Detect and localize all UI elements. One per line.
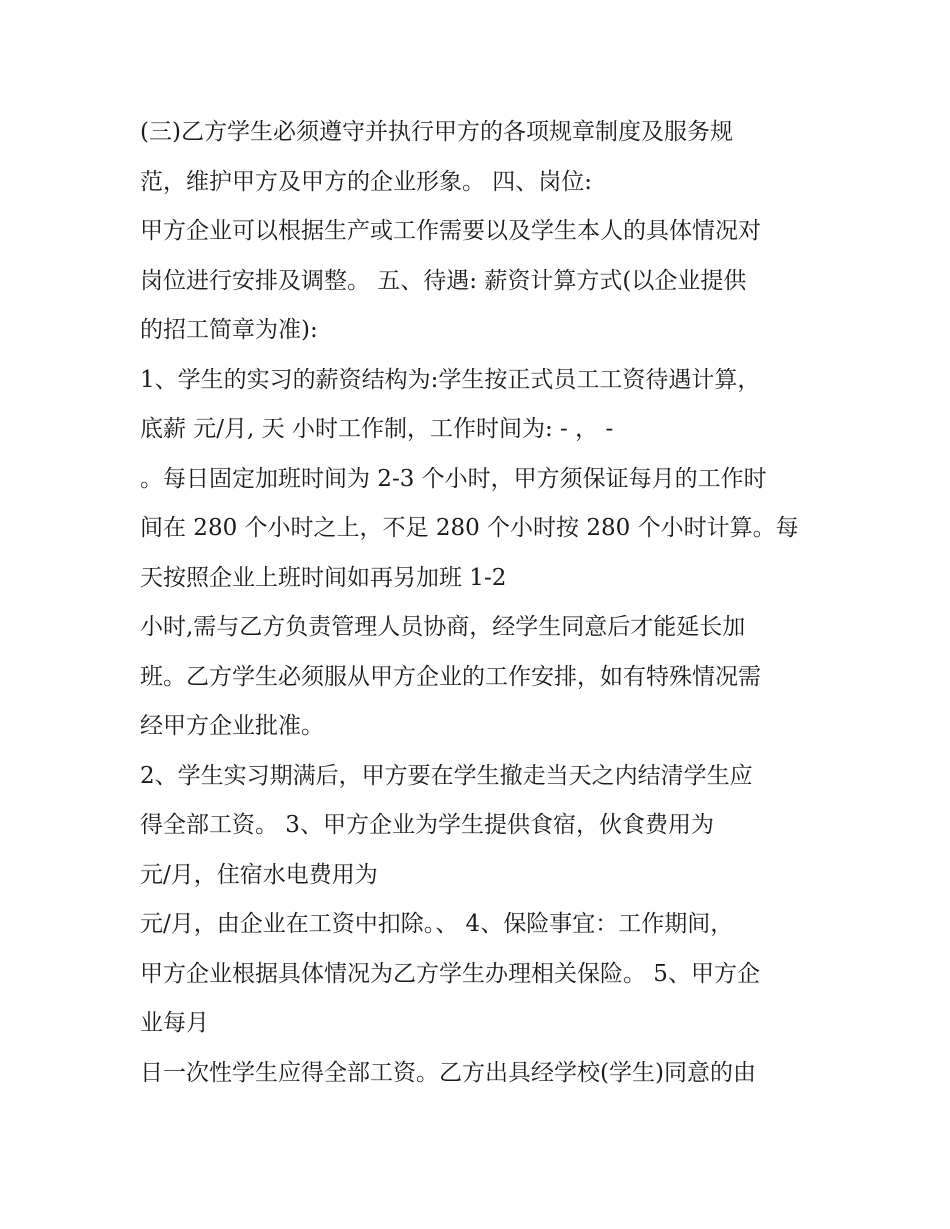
text-line: 元/月，住宿水电费用为 (140, 861, 378, 888)
document-body (140, 108, 830, 1098)
text-line: 得全部工资。 3、甲方企业为学生提供食宿，伙食费用为 (140, 812, 714, 838)
text-line: 元/月，由企业在工资中扣除。、 4、保险事宜：工作期间， (140, 911, 734, 937)
text-line: 经甲方企业批准。 (140, 713, 324, 739)
text-line: 。每日固定加班时间为 2-3 个小时，甲方须保证每月的工作时 (140, 465, 767, 492)
text-line: 范，维护甲方及甲方的企业形象。 四、岗位: (140, 168, 593, 195)
text-line: 日一次性学生应得全部工资。乙方出具经学校(学生)同意的由 (140, 1059, 756, 1086)
text-line: 班。乙方学生必须服从甲方企业的工作安排，如有特殊情况需 (140, 663, 761, 690)
text-line: 岗位进行安排及调整。 五、待遇: 薪资计算方式(以企业提供 (140, 267, 747, 294)
text-line: 甲方企业可以根据生产或工作需要以及学生本人的具体情况对 (140, 218, 761, 244)
text-line: 小时,需与乙方负责管理人员协商，经学生同意后才能延长加 (140, 614, 746, 640)
text-line: 间在 280 个小时之上，不足 280 个小时按 280 个小时计算。每 (140, 515, 799, 541)
text-line: 1、学生的实习的薪资结构为:学生按正式员工工资待遇计算， (140, 366, 761, 393)
text-line: 2、学生实习期满后，甲方要在学生撤走当天之内结清学生应 (140, 762, 753, 789)
text-line: 天按照企业上班时间如再另加班 1-2 (140, 564, 507, 591)
text-line: 的招工简章为准): (140, 317, 318, 343)
text-line: 业每月 (140, 1010, 209, 1036)
text-line: 甲方企业根据具体情况为乙方学生办理相关保险。 5、甲方企 (140, 960, 760, 987)
text-line: (三)乙方学生必须遵守并执行甲方的各项规章制度及服务规 (140, 119, 733, 145)
text-line: 底薪 元/月, 天 小时工作制，工作时间为: - ， - (140, 416, 614, 442)
